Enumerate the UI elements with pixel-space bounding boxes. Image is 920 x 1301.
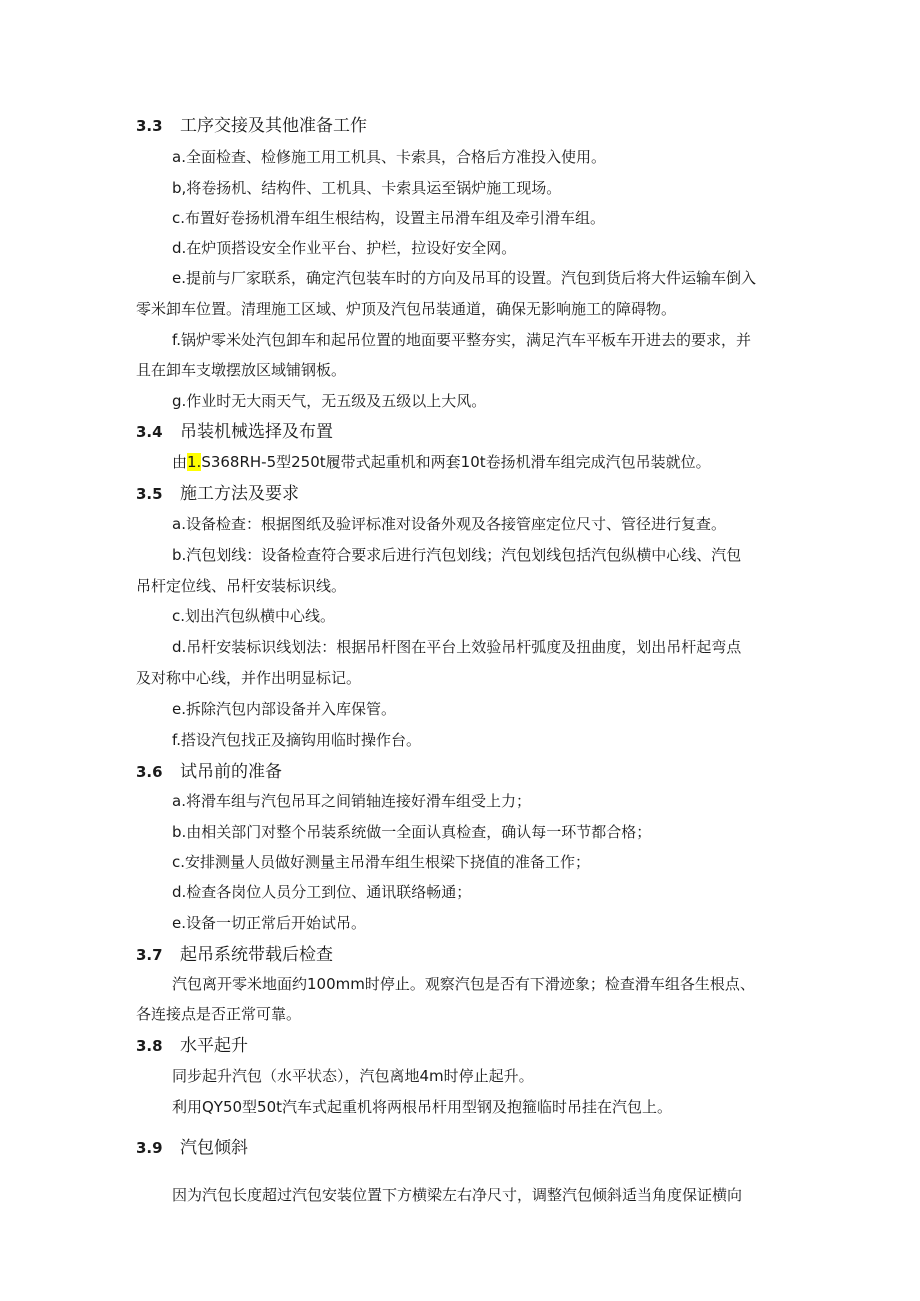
paragraph-line: e.拆除汽包内部设备并入库保管。 — [172, 700, 396, 718]
paragraph-line: a.将滑车组与汽包吊耳之间销轴连接好滑车组受上力； — [172, 792, 531, 810]
paragraph-line: 且在卸车支墩摆放区域铺钢板。 — [136, 361, 347, 379]
paragraph-line: 及对称中心线，并作出明显标记。 — [136, 669, 362, 687]
paragraph-line — [172, 451, 711, 473]
section-heading-3-6 — [136, 760, 282, 784]
section-title: 起吊系统带载后检查 — [180, 945, 333, 965]
section-number: 3.7 — [136, 946, 163, 964]
section-number: 3.8 — [136, 1037, 163, 1055]
section-number: 3.3 — [136, 117, 163, 135]
paragraph-line: f.锅炉零米处汽包卸车和起吊位置的地面要平整夯实，满足汽车平板车开进去的要求，并 — [172, 331, 751, 349]
paragraph-line: d.在炉顶搭设安全作业平台、护栏，拉设好安全网。 — [172, 239, 517, 257]
paragraph-line: g.作业时无大雨天气，无五级及五级以上大风。 — [172, 392, 487, 410]
paragraph-line: 吊杆定位线、吊杆安装标识线。 — [136, 577, 347, 595]
section-title: 试吊前的准备 — [180, 762, 282, 782]
paragraph-line: e.设备一切正常后开始试吊。 — [172, 914, 366, 932]
section-title: 水平起升 — [180, 1036, 248, 1056]
paragraph-line: f.搭设汽包找正及摘钩用临时操作台。 — [172, 731, 421, 749]
paragraph-line: 利用QY50型50t汽车式起重机将两根吊杆用型钢及抱箍临时吊挂在汽包上。 — [172, 1098, 673, 1116]
paragraph-line: 因为汽包长度超过汽包安装位置下方横梁左右净尺寸，调整汽包倾斜适当角度保证横向 — [172, 1186, 743, 1204]
text-run: 由 — [172, 453, 188, 471]
paragraph-line: b.由相关部门对整个吊装系统做一全面认真检查，确认每一环节都合格； — [172, 823, 652, 841]
section-title: 施工方法及要求 — [180, 484, 299, 504]
text-run: S368RH-5型250t履带式起重机和两套10t卷扬机滑车组完成汽包吊装就位。 — [201, 453, 711, 471]
paragraph-line: 同步起升汽包（水平状态），汽包离地4m时停止起升。 — [172, 1067, 534, 1085]
paragraph-line: e.提前与厂家联系，确定汽包装车时的方向及吊耳的设置。汽包到货后将大件运输车倒入 — [172, 269, 757, 287]
paragraph-line: d.检查各岗位人员分工到位、通讯联络畅通； — [172, 883, 472, 901]
paragraph-line: b,将卷扬机、结构件、工机具、卡索具运至锅炉施工现场。 — [172, 179, 562, 197]
section-heading-3-9 — [136, 1136, 248, 1160]
section-heading-3-5 — [136, 482, 299, 506]
section-number: 3.6 — [136, 763, 163, 781]
section-heading-3-3 — [136, 114, 367, 138]
paragraph-line: 汽包离开零米地面约100mm时停止。观察汽包是否有下滑迹象；检查滑车组各生根点、 — [172, 975, 755, 993]
section-title: 吊装机械选择及布置 — [180, 422, 333, 442]
section-title: 工序交接及其他准备工作 — [180, 116, 367, 136]
section-heading-3-7 — [136, 943, 333, 967]
paragraph-line: d.吊杆安装标识线划法：根据吊杆图在平台上效验吊杆弧度及扭曲度，划出吊杆起弯点 — [172, 638, 742, 656]
paragraph-line: c.安排测量人员做好测量主吊滑车组生根梁下挠值的准备工作； — [172, 853, 591, 871]
paragraph-line: c.布置好卷扬机滑车组生根结构，设置主吊滑车组及牵引滑车组。 — [172, 209, 606, 227]
section-number: 3.4 — [136, 423, 163, 441]
section-number: 3.5 — [136, 485, 163, 503]
paragraph-line: 零米卸车位置。清理施工区域、炉顶及汽包吊装通道，确保无影响施工的障碍物。 — [136, 300, 677, 318]
highlighted-text: 1. — [187, 453, 202, 471]
paragraph-line: b.汽包划线：设备检查符合要求后进行汽包划线；汽包划线包括汽包纵横中心线、汽包 — [172, 546, 742, 564]
paragraph-line: c.划出汽包纵横中心线。 — [172, 607, 336, 625]
section-title: 汽包倾斜 — [180, 1138, 248, 1158]
section-heading-3-8 — [136, 1034, 248, 1058]
paragraph-line: 各连接点是否正常可靠。 — [136, 1005, 302, 1023]
section-number: 3.9 — [136, 1139, 163, 1157]
section-heading-3-4 — [136, 420, 333, 444]
paragraph-line: a.全面检查、检修施工用工机具、卡索具，合格后方准投入使用。 — [172, 148, 606, 166]
paragraph-line: a.设备检查：根据图纸及验评标准对设备外观及各接管座定位尺寸、管径进行复查。 — [172, 515, 726, 533]
